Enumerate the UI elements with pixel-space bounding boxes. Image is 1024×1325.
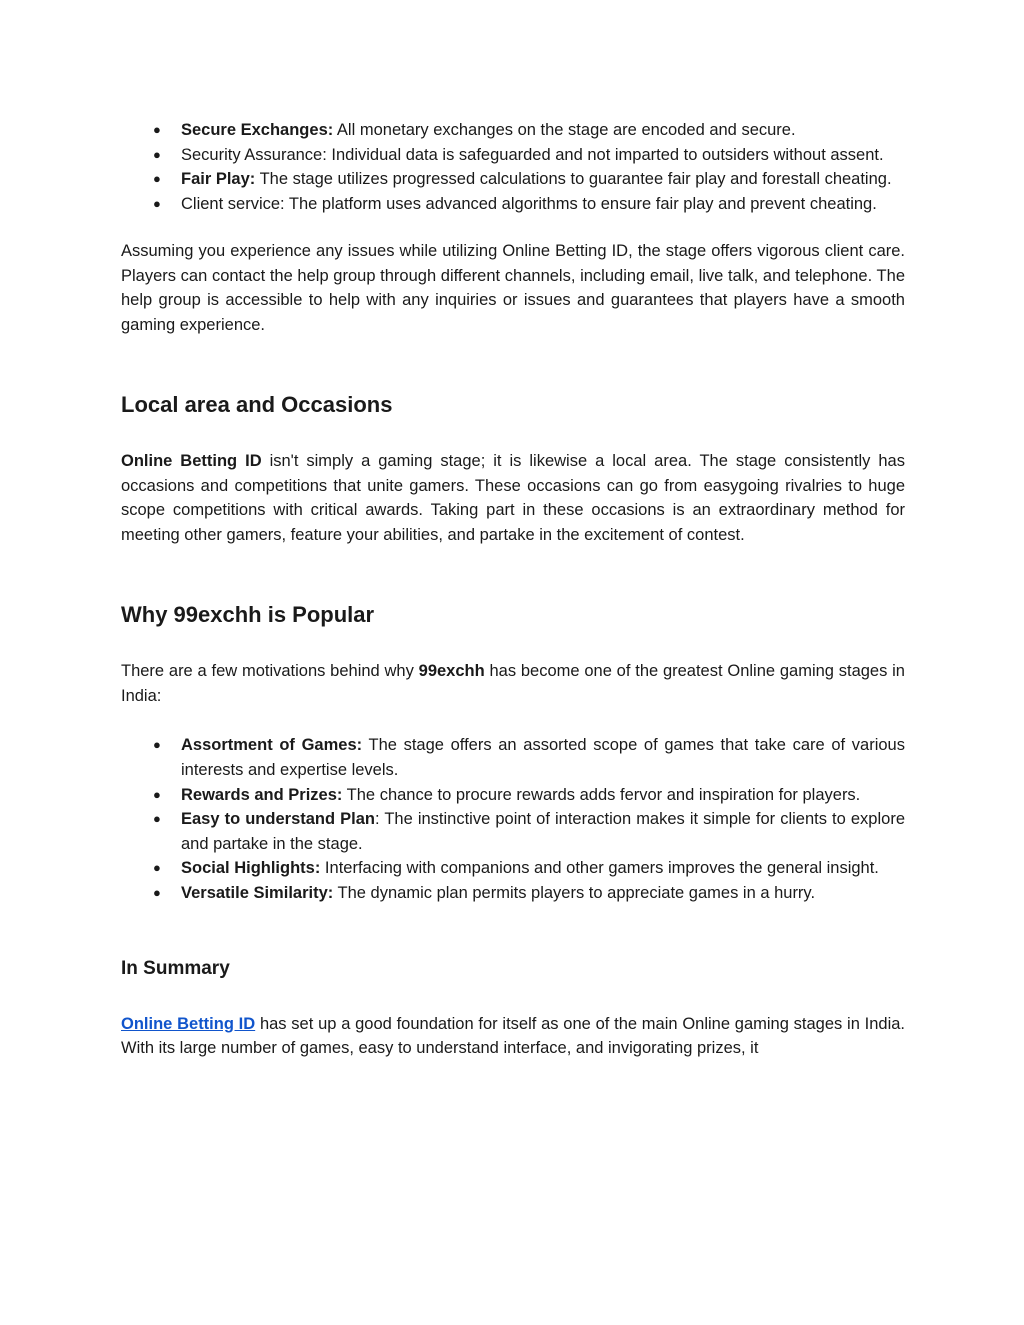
bullet-icon: ●: [153, 171, 161, 187]
list-item: ● Assortment of Games: The stage offers an assorted scope of games that take care of various interests and expertise levels.: [181, 733, 905, 782]
community-heading: Local area and Occasions: [121, 392, 393, 418]
popular-heading: Why 99exchh is Popular: [121, 602, 375, 628]
list-item: ● Social Highlights: Interfacing with companions and other gamers improves the general insight.: [181, 856, 905, 881]
list-item: ● Client service: The platform uses advanced algorithms to ensure fair play and prevent cheating.: [181, 192, 905, 217]
list-item: ● Easy to understand Plan: The instinctive point of interaction makes it simple for clients to explore and partake in the stage.: [181, 807, 905, 856]
popularity-reasons-list: [121, 733, 905, 905]
bullet-icon: ●: [153, 122, 161, 137]
list-item: ● Versatile Similarity: The dynamic plan permits players to appreciate games in a hurry.: [181, 881, 905, 906]
bullet-icon: ●: [153, 195, 161, 211]
bullet-icon: ●: [153, 811, 161, 827]
online-betting-id-link[interactable]: Online Betting ID: [121, 1014, 256, 1033]
list-item: ● Rewards and Prizes: The chance to procure rewards adds fervor and inspiration for players.: [181, 783, 905, 808]
popular-intro: There are a few motivations behind why 99exchh has become one of the greatest Online gaming stages in India:: [121, 662, 905, 705]
summary-heading: In Summary: [121, 957, 230, 979]
bullet-icon: ●: [153, 884, 161, 900]
bullet-icon: ●: [153, 146, 161, 162]
bullet-icon: ●: [153, 860, 161, 876]
list-item: ● Security Assurance: Individual data is safeguarded and not imparted to outsiders without assent.: [181, 143, 905, 168]
list-item: ● Fair Play: The stage utilizes progressed calculations to guarantee fair play and forestall cheating.: [181, 167, 905, 192]
security-features-list: [121, 118, 905, 216]
document-body: [121, 118, 905, 1061]
list-item: ● Secure Exchanges: All monetary exchanges on the stage are encoded and secure.: [181, 118, 905, 143]
bullet-icon: ●: [153, 786, 161, 802]
community-paragraph: Online Betting ID isn't simply a gaming stage; it is likewise a local area. The stage consistently has occasions and competitions that unite gamers. These occasions can go from easygoing rivalries to huge scope competitions with critical awards. Taking part in these occasions is an extraordinary method for meeting other gamers, feature your abilities, and partake in the excitement of contest.: [121, 452, 905, 544]
summary-paragraph: Online Betting ID has set up a good foundation for itself as one of the main Online gaming stages in India. With its large number of games, easy to understand interface, and invigorating prizes, it: [121, 1014, 905, 1058]
bullet-icon: ●: [153, 737, 161, 753]
support-paragraph: Assuming you experience any issues while utilizing Online Betting ID, the stage offers vigorous client care. Players can contact the help group through different channels, including email, live talk, and telephone. The help group is accessible to help with any inquiries or issues and guarantees that players have a smooth gaming experience.: [121, 242, 905, 334]
